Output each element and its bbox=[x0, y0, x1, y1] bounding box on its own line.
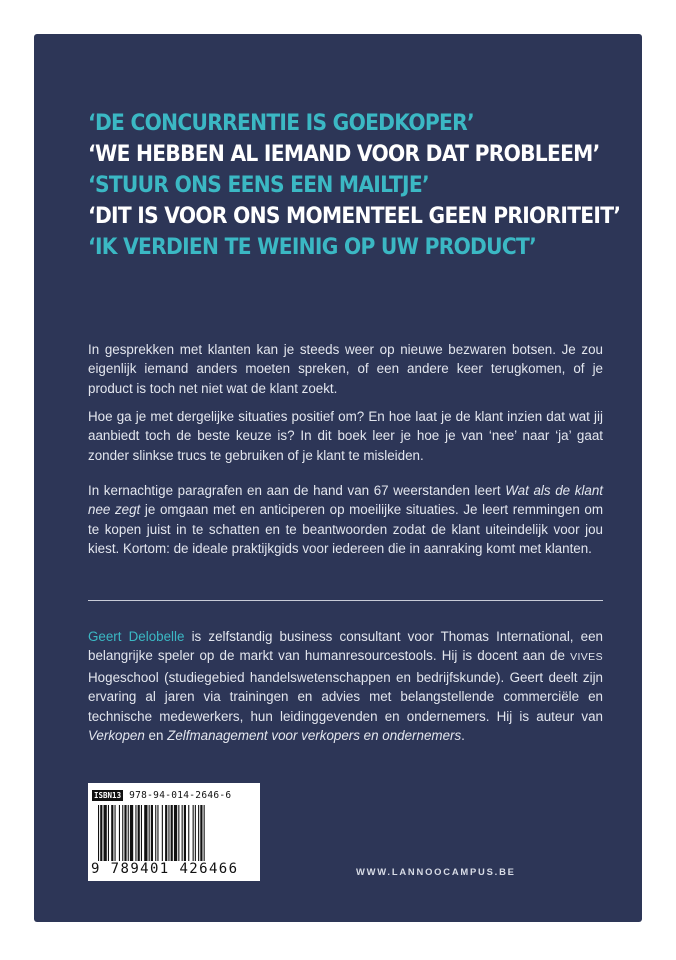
book-title: Wat als de klant nee zegt bbox=[88, 483, 604, 518]
quote-3: ‘STUUR ONS EENS EEN MAILTJE’ bbox=[88, 172, 429, 198]
barcode-bar bbox=[157, 805, 158, 861]
barcode-bar bbox=[198, 805, 199, 861]
isbn-row bbox=[92, 788, 256, 802]
barcode-bar bbox=[128, 805, 129, 861]
quote-2: ‘WE HEBBEN AL IEMAND VOOR DAT PROBLEEM’ bbox=[88, 141, 600, 167]
barcode-bar bbox=[162, 805, 163, 861]
barcode-bar bbox=[104, 805, 107, 861]
book-zelfmanagement: Zelfmanagement voor verkopers en ondernemers bbox=[167, 728, 462, 744]
barcode-bar bbox=[144, 805, 147, 861]
summary-paragraph bbox=[88, 481, 603, 559]
summary-text-start: In kernachtige paragrafen en aan de hand van 67 weerstanden leert bbox=[88, 483, 506, 498]
barcode-bar bbox=[200, 805, 202, 861]
barcode-bar bbox=[184, 805, 186, 861]
barcode-bar bbox=[115, 805, 116, 861]
summary-text-end: je omgaan met en anticiperen op moeilijke situaties. Je leert remmingen om te kopen juist in te schatten en te beantwoorden zodat de klant uiteindelijk voor jou kiest. Kortom: de ideale praktijkgids voor iedereen die in aanraking komt met klanten. bbox=[88, 502, 603, 557]
barcode-digits: 9 789401 426466 bbox=[91, 861, 239, 877]
barcode-bar bbox=[122, 805, 123, 861]
barcode-bar bbox=[174, 805, 177, 861]
barcode-bar bbox=[188, 805, 189, 861]
barcode-bar bbox=[119, 805, 120, 861]
barcode-bar bbox=[168, 805, 169, 861]
school-abbr: VIVES bbox=[570, 651, 603, 664]
barcode-bar bbox=[108, 805, 109, 861]
quote-1: ‘DE CONCURRENTIE IS GOEDKOPER’ bbox=[88, 110, 474, 136]
bio-text-1: is zelfstandig business consultant voor Thomas International, een belangrijke speler op de markt van humanresourcestools. Hij is docent aan de bbox=[88, 629, 603, 664]
barcode-bar bbox=[193, 805, 194, 861]
bio-text-4: . bbox=[461, 728, 465, 744]
barcode bbox=[88, 783, 260, 881]
bio-text-2: Hogeschool (studiegebied handelswetenschappen en bedrijfskunde). Geert deelt zijn ervaring al jaren via trainingen en advies met belangstellende commerciële en technische medewerkers, hun leidinggevenden en ondernemers. Hij is auteur van bbox=[88, 669, 603, 724]
barcode-bar bbox=[130, 805, 133, 861]
barcode-bar bbox=[138, 805, 140, 861]
bio-text-3: en bbox=[144, 728, 168, 744]
question-paragraph: Hoe ga je met dergelijke situaties positief om? En hoe laat je de klant inzien dat wat jij aanbiedt toch de beste keuze is? In dit boek leer je hoe je van ‘nee’ naar ‘ja’ gaat zonder slinkse trucs te gebruiken of je klant te misleiden. bbox=[88, 409, 603, 463]
publisher-website[interactable]: WWW.LANNOOCAMPUS.BE bbox=[356, 866, 516, 877]
quote-4: ‘DIT IS VOOR ONS MOMENTEEL GEEN PRIORITEIT’ bbox=[88, 203, 621, 229]
barcode-bar bbox=[155, 805, 156, 861]
quotes-block bbox=[88, 108, 621, 263]
book-verkopen: Verkopen bbox=[88, 728, 145, 744]
isbn-number: 978-94-014-2646-6 bbox=[129, 789, 232, 801]
author-name: Geert Delobelle bbox=[88, 629, 185, 644]
barcode-bar bbox=[178, 805, 179, 861]
author-bio bbox=[88, 627, 603, 745]
barcode-bar bbox=[141, 805, 142, 861]
barcode-bars bbox=[98, 805, 252, 861]
barcode-bar bbox=[100, 805, 102, 861]
barcode-bar bbox=[182, 805, 183, 861]
barcode-bar bbox=[111, 805, 113, 861]
barcode-bar bbox=[124, 805, 126, 861]
isbn-tag: ISBN13 bbox=[94, 790, 122, 800]
barcode-bar bbox=[171, 805, 173, 861]
divider bbox=[88, 600, 603, 601]
barcode-bar bbox=[135, 805, 136, 861]
barcode-bar bbox=[151, 805, 153, 861]
quote-5: ‘IK VERDIEN TE WEINIG OP UW PRODUCT’ bbox=[88, 234, 537, 260]
barcode-bar bbox=[98, 805, 99, 861]
barcode-bar bbox=[165, 805, 167, 861]
intro-paragraph: In gesprekken met klanten kan je steeds weer op nieuwe bezwaren botsen. Je zou eigenlijk iemand anders moeten spreken, of een andere keer terugkomen, of je product is toch net niet wat de klant zoekt. bbox=[88, 342, 603, 396]
barcode-bar bbox=[149, 805, 150, 861]
barcode-bar bbox=[204, 805, 205, 861]
barcode-bar bbox=[195, 805, 196, 861]
